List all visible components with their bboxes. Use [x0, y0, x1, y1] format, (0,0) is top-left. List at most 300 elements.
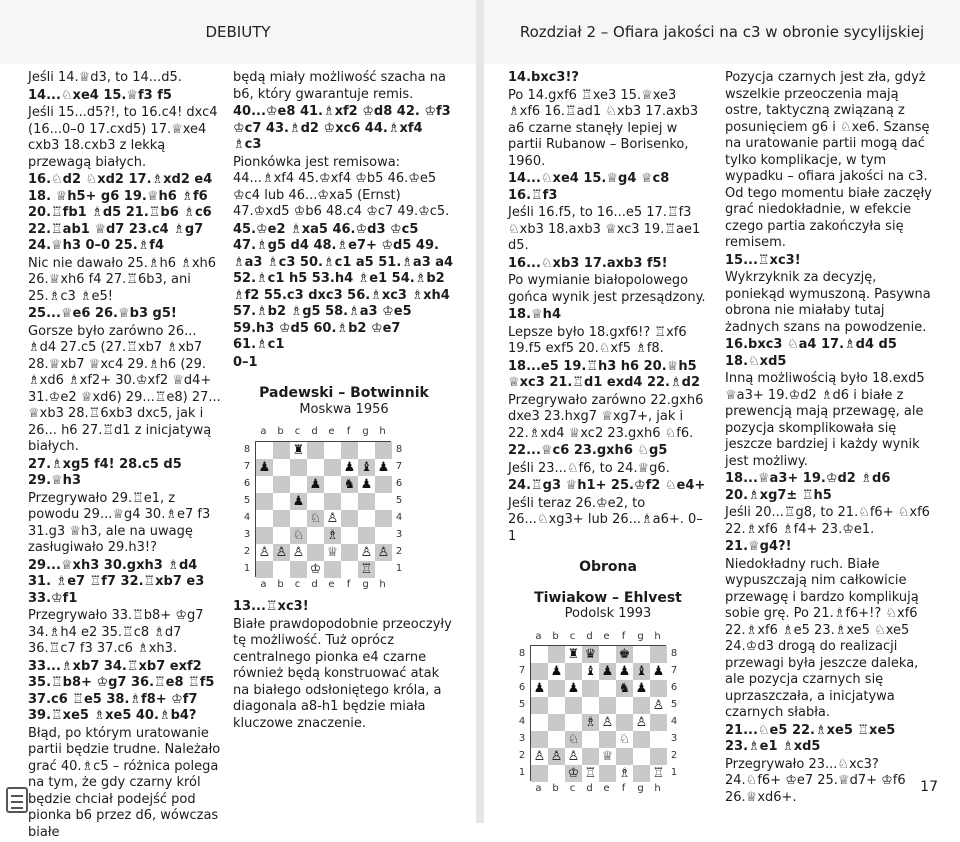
board-square [599, 714, 616, 731]
chess-piece: ♟ [309, 476, 322, 492]
move-line: 13...♖xc3! [233, 599, 309, 614]
board-square [548, 646, 565, 663]
chess-piece: ♘ [309, 510, 322, 526]
board-square [324, 510, 341, 527]
board-square [582, 731, 599, 748]
move-line: 18.♕h4 [508, 307, 561, 322]
file-label: h [379, 426, 386, 437]
board-square [548, 765, 565, 782]
board-square [307, 459, 324, 476]
board-square [273, 527, 290, 544]
file-label: g [637, 783, 644, 794]
chess-piece: ♞ [343, 476, 356, 492]
board-square [358, 561, 375, 578]
right-column-1-top [508, 70, 708, 545]
board-square [324, 544, 341, 561]
file-label: d [311, 426, 318, 437]
left-header-title: DEBIUTY [205, 23, 271, 41]
board-square [358, 544, 375, 561]
file-label: c [569, 783, 576, 794]
board-square [375, 493, 392, 510]
board-square [290, 561, 307, 578]
game-players: Tiwiakow – Ehlvest [534, 589, 682, 606]
board-square [633, 714, 650, 731]
rank-label: 2 [670, 750, 678, 761]
chess-piece: ♟ [343, 459, 356, 475]
commentary-paragraph: Jeśli 23...♘f6, to 24.♕g6. [508, 460, 670, 476]
chess-piece: ♙ [601, 715, 614, 730]
board-square [341, 561, 358, 578]
chess-piece: ♝ [360, 459, 373, 475]
rank-label: 1 [670, 767, 678, 778]
commentary-paragraph: Jeśli teraz 26.♔e2, to 26...♘xg3+ lub 26...♗a6+. 0–1 [508, 495, 703, 544]
board-square [616, 680, 633, 697]
commentary-paragraph: Wykrzyknik za decyzję, poniekąd wymuszoną. Pasywna obrona nie miałaby tutaj żadnych szans na powodzenie. [725, 270, 935, 335]
board-square [650, 680, 667, 697]
move-line: 45.♔e2 ♗xa5 46.♔d3 ♔c5 47.♗g5 d4 48.♗e7+ ♔d5 49. ♗a3 ♗c3 50.♗c1 a5 51.♗a3 a4 52.♗c1 h5 53.h4 ♗e1 54.♗b2 ♗f2 55.c3 dxc3 56.♗xc3 ♗xh4 57.♗b2 ♗g5 58.♗a3 ♔e5 59.h3 ♔d5 60.♗b2 ♔e7 61.♗c1 [233, 221, 458, 352]
board-square [341, 527, 358, 544]
chess-piece: ♟ [635, 681, 648, 696]
board-square [548, 731, 565, 748]
chess-piece: ♕ [326, 544, 339, 560]
commentary-paragraph: Białe prawdopodobnie przeoczyły tę możliwość. Tuż oprócz centralnego pionka e4 czarne również będą konstruować atak na białego odsłoniętego króla, a diagonala a8-h1 będzie miała kluczowe znaczenie. [233, 616, 456, 731]
board-square [650, 765, 667, 782]
rank-label: 8 [670, 648, 678, 659]
board-square [290, 459, 307, 476]
board-square [375, 442, 392, 459]
board-square [565, 748, 582, 765]
board-square [616, 646, 633, 663]
rank-label: 2 [518, 750, 526, 761]
move-line: 18...e5 19.♖h3 h6 20.♕h5 ♕xc3 21.♖d1 exd4 22.♗d2 [508, 358, 702, 390]
game-location: Podolsk 1993 [564, 606, 652, 621]
rank-label: 2 [243, 545, 251, 557]
board-square [565, 646, 582, 663]
file-label: b [277, 578, 284, 590]
rank-label: 3 [243, 528, 251, 540]
board-square [273, 493, 290, 510]
rank-label: 6 [395, 477, 403, 489]
board-square [307, 544, 324, 561]
chess-piece: ♕ [601, 749, 614, 764]
left-column-1 [28, 70, 224, 842]
page-number: 17 [920, 779, 938, 795]
move-line: 27.♗xg5 f4! 28.c5 d5 29.♕h3 [28, 456, 187, 488]
board-square [616, 697, 633, 714]
board-square [256, 493, 273, 510]
rank-label: 8 [518, 648, 526, 659]
file-label: g [637, 630, 644, 642]
commentary-paragraph: Jeśli 15...d5?!, to 16.c4! dxc4 (16...0–0 17.cxd5) 17.♕xe4 cxb3 18.cxb3 z lekką przewagą białych. [28, 105, 222, 170]
chess-piece: ♔ [309, 561, 322, 577]
board-square [290, 442, 307, 459]
chess-piece: ♙ [635, 715, 648, 730]
board-square [633, 731, 650, 748]
chess-piece: ♙ [326, 510, 339, 526]
board-square [633, 646, 650, 663]
board-square [616, 731, 633, 748]
chess-piece: ♙ [275, 544, 288, 560]
board-square [324, 493, 341, 510]
move-line: 15...♖xc3! [725, 252, 801, 268]
board-square [565, 680, 582, 697]
board-square [616, 663, 633, 680]
file-label: a [535, 783, 542, 794]
board-square [565, 714, 582, 731]
file-label: h [654, 630, 661, 642]
file-label: g [362, 578, 369, 590]
board-square [307, 442, 324, 459]
file-label: c [294, 426, 301, 437]
board-square [324, 459, 341, 476]
chess-piece: ♙ [258, 544, 271, 560]
file-label: e [603, 630, 610, 642]
file-label: g [362, 426, 369, 437]
board-square [565, 765, 582, 782]
board-file-labels [530, 629, 666, 646]
board-square [582, 765, 599, 782]
board-square [341, 493, 358, 510]
chess-piece: ♚ [618, 647, 631, 662]
rank-label: 6 [243, 477, 251, 489]
game-title: Padewski – Botwinnik [259, 385, 429, 401]
board-square [341, 544, 358, 561]
rank-label: 7 [395, 460, 403, 472]
left-page [0, 64, 476, 840]
board-square [565, 663, 582, 680]
chess-piece: ♘ [292, 527, 305, 543]
board-square [307, 476, 324, 493]
chess-piece: ♜ [567, 647, 580, 662]
board-file-labels [255, 577, 391, 594]
board-square [307, 561, 324, 578]
board-square [307, 493, 324, 510]
file-label: b [552, 783, 559, 794]
rank-label: 1 [243, 562, 251, 574]
move-line: 16...♘xb3 17.axb3 f5! [508, 255, 668, 271]
board-square [324, 476, 341, 493]
file-label: d [311, 578, 318, 590]
rank-label: 3 [518, 733, 526, 744]
move-line: 22...♕c6 23.gxh6 ♘g5 [508, 443, 668, 458]
board-square [531, 697, 548, 714]
commentary-paragraph: Jeśli 16.f5, to 16...e5 17.♖f3 ♘xb3 18.axb3 ♕xc3 19.♖ae1 d5. [508, 205, 705, 253]
board-square [256, 510, 273, 527]
board-square [599, 765, 616, 782]
board-square [358, 510, 375, 527]
board-square [256, 544, 273, 561]
rank-label: 4 [395, 511, 403, 523]
move-line: 29...♕xh3 30.gxh3 ♗d4 31. ♗e7 ♖f7 32.♖xb7 e3 33.♔f1 [28, 557, 209, 606]
chess-piece: ♙ [567, 749, 580, 764]
move-line: 21.♕g4?! [725, 539, 792, 554]
commentary-paragraph: Gorsze było zarówno 26... ♗d4 27.c5 (27.♖xb7 ♗xb7 28.♕xb7 ♕xc4 29.♗h6 (29. ♗xd6 ♗xf2+ 30.♔xf2 ♕d4+ 31.♔e2 ♕xd6) 29...♖e8) 27... ♕xb3 28.♖6xb3 dxc5, jak i 26... h6 27.♖d1 z inicjatywą białych. [28, 323, 225, 454]
right-running-header [484, 0, 960, 64]
board-square [290, 510, 307, 527]
rank-label: 7 [670, 665, 678, 676]
board-square [358, 476, 375, 493]
board-square [633, 748, 650, 765]
board-square [358, 527, 375, 544]
file-label: e [603, 783, 610, 794]
board-square [599, 663, 616, 680]
move-line: 40...♔e8 41.♗xf2 ♔d8 42. ♔f3 ♔c7 43.♗d2 ♔xc6 44.♗xf4 ♗c3 [233, 104, 456, 152]
board-square [358, 459, 375, 476]
board-square [273, 544, 290, 561]
chess-piece: ♗ [584, 715, 597, 730]
board-square [290, 527, 307, 544]
chess-piece: ♟ [292, 493, 305, 509]
chess-piece: ♗ [618, 766, 631, 781]
file-label: f [621, 630, 626, 642]
board-square [358, 442, 375, 459]
board-square [273, 459, 290, 476]
board-square [650, 646, 667, 663]
board-file-labels [255, 424, 391, 441]
board-square [599, 697, 616, 714]
chess-board [255, 441, 391, 577]
right-column-2 [725, 70, 938, 807]
rank-label: 5 [243, 494, 251, 506]
rank-label: 7 [243, 460, 251, 472]
board-square [341, 476, 358, 493]
board-square [565, 731, 582, 748]
board-square [582, 748, 599, 765]
rank-label: 5 [395, 494, 403, 506]
game-subtitle: Moskwa 1956 [299, 401, 389, 417]
move-line: 14.bxc3!? [508, 70, 579, 85]
file-label: d [586, 783, 593, 794]
board-square [582, 646, 599, 663]
board-square [531, 714, 548, 731]
board-square [273, 442, 290, 459]
board-square [599, 680, 616, 697]
rank-label: 1 [518, 767, 526, 778]
chess-piece: ♘ [618, 732, 631, 747]
file-label: h [654, 783, 661, 794]
board-file-labels [530, 781, 666, 798]
chess-piece: ♙ [652, 698, 665, 713]
chess-piece: ♟ [533, 681, 546, 696]
board-square [616, 748, 633, 765]
board-square [256, 527, 273, 544]
chess-piece: ♟ [550, 664, 563, 679]
rank-label: 3 [395, 528, 403, 540]
board-square [375, 544, 392, 561]
board-square [290, 476, 307, 493]
commentary-paragraph: Lepsze było 18.gxf6!? ♖xf6 19.f5 exf5 20.♘xf5 ♗f8. [508, 324, 691, 356]
board-square [307, 510, 324, 527]
file-label: a [260, 426, 267, 437]
move-line: 14...♘xe4 15.♕f3 f5 [28, 87, 172, 103]
chess-piece: ♗ [326, 527, 339, 543]
rank-label: 3 [670, 733, 678, 744]
chess-piece: ♔ [567, 766, 580, 781]
rank-label: 5 [518, 699, 526, 710]
commentary-paragraph: Po 14.gxf6 ♖xe3 15.♕xe3 ♗xf6 16.♖ad1 ♘xb3 17.axb3 a6 czarne stanęły lepiej w partii Rubanow – Borisenko, 1960. [508, 87, 703, 169]
page-gutter [476, 0, 484, 823]
file-label: h [379, 578, 386, 590]
chess-piece: ♟ [652, 664, 665, 679]
chess-piece: ♟ [377, 459, 390, 475]
board-square [531, 748, 548, 765]
board-square [290, 493, 307, 510]
board-square [616, 765, 633, 782]
left-column-2 [233, 70, 458, 733]
commentary-paragraph: Inną możliwością było 18.exd5 ♕a3+ 19.♔d2 ♗d6 i białe z prewencją mają przewagę, ale pozycja skomplikowała się jeszcze bardziej i każdy wynik jest możliwy. [725, 371, 929, 469]
chess-piece: ♜ [292, 442, 305, 458]
right-column-1 [508, 70, 708, 804]
board-square [375, 561, 392, 578]
file-label: f [346, 578, 351, 590]
board-square [548, 714, 565, 731]
commentary-paragraph: Po wymianie białopolowego gońca wynik jest przesądzony. [508, 273, 706, 305]
commentary-paragraph: Przegrywało 33.♖b8+ ♔g7 34.♗h4 e2 35.♖c8 ♗d7 36.♖c7 f3 37.c6 ♗xh3. [28, 608, 208, 656]
chess-piece: ♘ [567, 732, 580, 747]
chess-piece: ♖ [652, 766, 665, 781]
rank-label: 5 [670, 699, 678, 710]
chess-piece: ♟ [360, 476, 373, 492]
commentary-paragraph: Pozycja czarnych jest zła, gdyż wszelkie przeoczenia mają ostre, taktyczną związaną z posunięciem g6 i ♘xe6. Szansę na uratowanie partii mogą dać tylko komplikacje, w tym wypadku – ofiara jakości na c3. Od tego momentu białe zaczęły grać niedokładnie, w efekcie czego partia zakończyła się remisem. [725, 70, 936, 250]
chess-piece: ♟ [258, 459, 271, 475]
chess-piece: ♝ [635, 664, 648, 679]
board-square [290, 544, 307, 561]
chess-piece: ♖ [584, 766, 597, 781]
chess-diagram-1 [239, 424, 409, 593]
board-square [531, 646, 548, 663]
board-square [633, 765, 650, 782]
board-square [650, 697, 667, 714]
board-square [324, 561, 341, 578]
chess-piece: ♙ [533, 749, 546, 764]
board-square [650, 731, 667, 748]
chess-piece: ♙ [377, 544, 390, 560]
commentary-paragraph: Pionkówka jest remisowa: 44...♗xf4 45.♔xf4 ♔b5 46.♔e5 ♔c4 lub 46...♔xa5 (Ernst) 47.♔xd5 ♔b6 48.c4 ♔c7 49.♔c5. [233, 154, 450, 219]
board-square [633, 697, 650, 714]
file-label: e [328, 578, 335, 590]
board-square [375, 527, 392, 544]
file-label: d [586, 630, 593, 642]
board-square [599, 748, 616, 765]
board-square [273, 476, 290, 493]
board-square [256, 442, 273, 459]
file-label: c [569, 630, 576, 642]
board-square [548, 680, 565, 697]
chess-piece: ♖ [360, 561, 373, 577]
board-square [273, 561, 290, 578]
board-square [324, 527, 341, 544]
rank-label: 4 [243, 511, 251, 523]
file-label: f [346, 426, 351, 437]
chess-piece: ♟ [567, 681, 580, 696]
board-square [341, 442, 358, 459]
chess-piece: ♟ [601, 664, 614, 679]
board-square [633, 680, 650, 697]
board-square [582, 714, 599, 731]
file-label: b [552, 630, 559, 642]
menu-icon[interactable] [6, 787, 28, 813]
board-square [531, 680, 548, 697]
board-square [341, 459, 358, 476]
file-label: f [621, 783, 626, 794]
file-label: e [328, 426, 335, 437]
rank-label: 7 [518, 665, 526, 676]
board-square [548, 748, 565, 765]
board-square [633, 663, 650, 680]
rank-label: 8 [395, 443, 403, 455]
board-square [531, 663, 548, 680]
board-square [358, 493, 375, 510]
board-square [582, 697, 599, 714]
board-square [565, 697, 582, 714]
commentary-paragraph: Jeśli 20...♖g8, to 21.♘f6+ ♘xf6 22.♗xf6 ♗f4+ 23.♔e1. [725, 505, 935, 537]
file-label: b [277, 426, 284, 437]
rank-label: 4 [670, 716, 678, 727]
board-square [599, 646, 616, 663]
board-square [256, 459, 273, 476]
move-line: 16.bxc3 ♘a4 17.♗d4 d5 18.♘xd5 [725, 337, 902, 369]
right-page [484, 64, 960, 823]
board-square [341, 510, 358, 527]
commentary-paragraph: Przegrywało 29.♖e1, z powodu 29...♕g4 30.♗e7 f3 31.g3 ♕h3, ale na uwagę zasługiwało 29.h3!? [28, 490, 215, 555]
move-line: 21...♘e5 22.♗xe5 ♖xe5 23.♗e1 ♗xd5 [725, 722, 900, 754]
commentary-paragraph: Nic nie dawało 25.♗h6 ♗xh6 26.♕xh6 f4 27.♖6b3, ani 25.♗c3 ♗e5! [28, 255, 221, 304]
board-square [273, 510, 290, 527]
rank-label: 6 [518, 682, 526, 693]
move-line: 18...♕a3+ 19.♔d2 ♗d6 20.♗xg7± ♖h5 [725, 471, 895, 503]
board-square [307, 527, 324, 544]
commentary-paragraph: będą miały możliwość szacha na b6, który gwarantuje remis. [233, 70, 451, 102]
chess-piece: ♞ [618, 681, 631, 696]
move-line: 14...♘xe4 15.♕g4 ♕c8 16.♖f3 [508, 171, 674, 203]
rank-label: 2 [395, 545, 403, 557]
board-square [375, 476, 392, 493]
chess-piece: ♝ [584, 664, 597, 679]
left-column-2-bottom [233, 599, 455, 732]
board-square [375, 459, 392, 476]
chess-piece: ♙ [292, 544, 305, 560]
chess-piece: ♙ [360, 544, 373, 560]
board-square [650, 748, 667, 765]
board-square [531, 765, 548, 782]
left-running-header [0, 0, 476, 64]
file-label: a [260, 578, 267, 590]
move-line: 33...♗xb7 34.♖xb7 exf2 35.♖b8+ ♔g7 36.♖e8 ♖f5 37.c6 ♖e5 38.♗f8+ ♔f7 39.♖xe5 ♗xe5 40.♗b4? [28, 658, 219, 723]
board-square [531, 731, 548, 748]
rank-label: 1 [395, 562, 403, 574]
rank-label: 4 [518, 716, 526, 727]
rank-label: 8 [243, 443, 251, 455]
move-line: 0–1 [233, 354, 258, 370]
move-line: 16.♘d2 ♘xd2 17.♗xd2 e4 18. ♕h5+ g6 19.♕h6 ♗f6 20.♖fb1 ♗d5 21.♖b6 ♗c6 22.♖ab1 ♕d7 23.c4 ♗g7 24.♕h3 0–0 25.♗f4 [28, 172, 217, 253]
commentary-paragraph: Niedokładny ruch. Białe wypuszczają nim całkowicie przewagę i bardzo komplikują sobie grę. Po 21.♗f6+!? ♘xf6 22.♗xf6 ♗e5 23.♗xe5 ♘xe5 24.♔d3 drogą do realizacji przewagi była jeszcze daleka, ale pozycja czarnych się uprzaszczała, a inicjatywa czarnych słabła. [725, 556, 923, 720]
left-column-2-top [233, 70, 458, 371]
chess-diagram-2 [514, 629, 684, 798]
board-square [650, 663, 667, 680]
chess-board [530, 645, 666, 781]
board-square [548, 697, 565, 714]
chess-piece: ♛ [584, 647, 597, 662]
chess-piece: ♙ [550, 749, 563, 764]
rank-label: 6 [670, 682, 678, 693]
board-square [599, 731, 616, 748]
commentary-paragraph: Przegrywało 23...♘xc3? 24.♘f6+ ♔e7 25.♕d7+ ♔f6 26.♕xd6+. [725, 756, 910, 805]
board-square [650, 714, 667, 731]
board-square [616, 714, 633, 731]
board-square [375, 510, 392, 527]
file-label: a [535, 630, 542, 642]
commentary-paragraph: Przegrywało zarówno 22.gxh6 dxe3 23.hxg7 ♕xg7+, jak i 22.♗xd4 ♕xc2 23.gxh6 ♘f6. [508, 392, 708, 441]
